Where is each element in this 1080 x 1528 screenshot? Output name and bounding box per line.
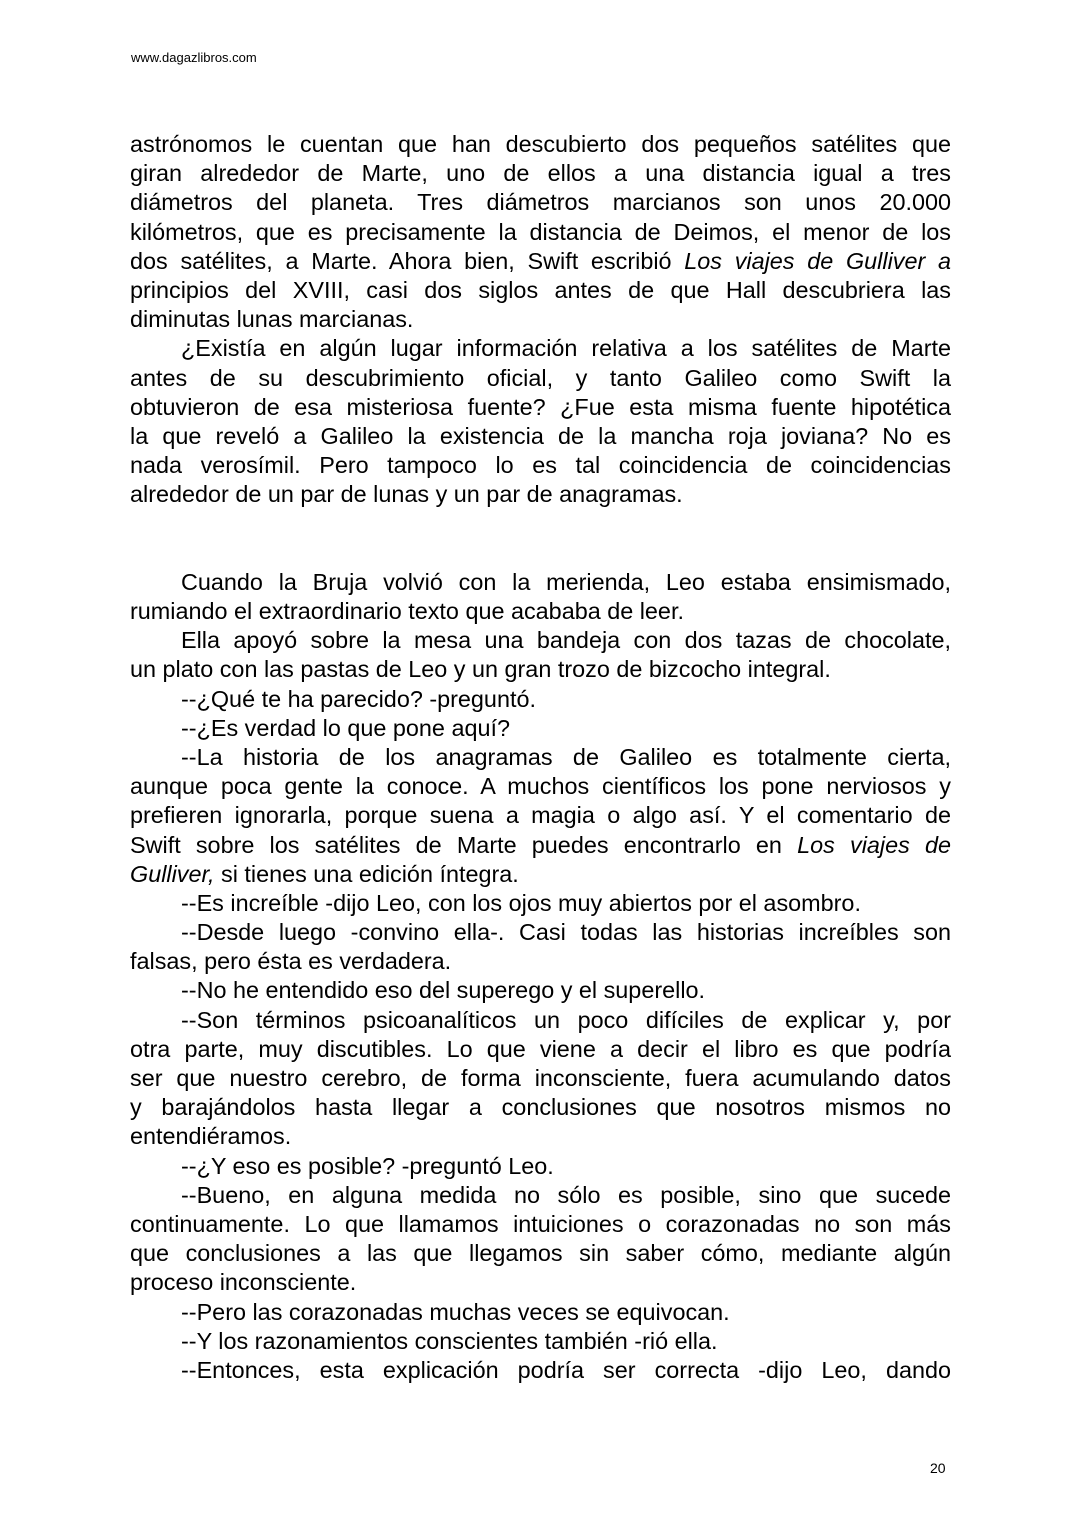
- paragraph: [130, 568, 951, 626]
- text-line: [130, 1298, 951, 1327]
- blank-line: [130, 509, 951, 538]
- text-segment: kilómetros, que es precisamente la distancia de Deimos, el menor de los: [130, 218, 951, 245]
- text-line: [130, 188, 951, 217]
- text-line: [130, 451, 951, 480]
- text-segment: ser que nuestro cerebro, de forma inconsciente, fuera acumulando datos: [130, 1065, 951, 1091]
- text-segment: astrónomos le cuentan que han descubierto dos pequeños satélites que: [130, 131, 951, 157]
- text-line: [130, 714, 951, 743]
- paragraph: [130, 1152, 951, 1181]
- text-segment: obtuvieron de esa misteriosa fuente? ¿Fue esta misma fuente hipotética: [130, 393, 951, 420]
- blank-line: [130, 539, 951, 568]
- text-line: [130, 1122, 951, 1151]
- text-line: [130, 655, 951, 684]
- text-segment: principios del XVIII, casi dos siglos antes de que Hall descubriera las: [130, 276, 951, 303]
- text-line: [130, 831, 951, 860]
- text-line: [130, 1210, 951, 1239]
- text-segment: dos satélites, a Marte. Ahora bien, Swift escribió: [130, 247, 685, 274]
- text-line: [130, 1035, 951, 1064]
- text-segment: --La historia de los anagramas de Galileo es totalmente cierta,: [181, 743, 951, 770]
- paragraph: [130, 889, 951, 918]
- text-segment: --Son términos psicoanalíticos un poco difíciles de explicar y, por: [181, 1006, 951, 1033]
- paragraph: [130, 743, 951, 889]
- paragraph: [130, 918, 951, 976]
- text-line: [130, 597, 951, 626]
- text-line: [130, 801, 951, 830]
- text-line: [130, 772, 951, 801]
- text-line: [130, 976, 951, 1005]
- text-line: [130, 918, 951, 947]
- text-line: [130, 1181, 951, 1210]
- text-line: [130, 889, 951, 918]
- text-segment: falsas, pero ésta es verdadera.: [130, 948, 452, 975]
- text-line: [130, 860, 951, 889]
- text-segment: --No he entendido eso del superego y el superello.: [181, 977, 706, 1004]
- text-line: [130, 305, 951, 334]
- text-line: [130, 947, 951, 976]
- text-segment: rumiando el extraordinario texto que acababa de leer.: [130, 598, 684, 624]
- italic-text: Gulliver,: [130, 860, 215, 887]
- text-segment: --Desde luego -convino ella-. Casi todas las historias increíbles son: [181, 919, 951, 946]
- text-segment: diámetros del planeta. Tres diámetros marcianos son unos 20.000: [130, 189, 951, 216]
- paragraph: [130, 334, 951, 509]
- paragraph: [130, 626, 951, 684]
- text-line: [130, 247, 951, 276]
- text-line: [130, 626, 951, 655]
- text-segment: giran alrededor de Marte, uno de ellos a una distancia igual a tres: [130, 160, 951, 187]
- text-segment: --¿Y eso es posible? -preguntó Leo.: [181, 1152, 554, 1179]
- italic-text: Los viajes de: [797, 831, 951, 858]
- text-segment: proceso inconsciente.: [130, 1269, 357, 1296]
- paragraph: [130, 130, 951, 334]
- paragraph: [130, 1298, 951, 1327]
- text-line: [130, 1152, 951, 1181]
- text-segment: antes de su descubrimiento oficial, y tanto Galileo como Swift la: [130, 364, 951, 391]
- text-line: [130, 130, 951, 159]
- text-segment: entendiéramos.: [130, 1123, 292, 1150]
- paragraph: [130, 1181, 951, 1298]
- text-line: [130, 1327, 951, 1356]
- text-segment: si tienes una edición íntegra.: [214, 860, 519, 887]
- paragraph: [130, 1006, 951, 1152]
- paragraph: [130, 1356, 951, 1385]
- text-segment: la que reveló a Galileo la existencia de la mancha roja joviana? No es: [130, 422, 951, 449]
- text-line: [130, 393, 951, 422]
- text-line: [130, 480, 951, 509]
- text-segment: Ella apoyó sobre la mesa una bandeja con dos tazas de chocolate,: [181, 627, 951, 654]
- text-line: [130, 159, 951, 188]
- text-line: [130, 1356, 951, 1385]
- text-line: [130, 1239, 951, 1268]
- text-segment: ¿Existía en algún lugar información relativa a los satélites de Marte: [181, 335, 951, 362]
- text-line: [130, 685, 951, 714]
- text-line: [130, 276, 951, 305]
- text-segment: --Y los razonamientos conscientes también -rió ella.: [181, 1327, 718, 1354]
- text-line: [130, 568, 951, 597]
- text-segment: --Pero las corazonadas muchas veces se equivocan.: [181, 1298, 730, 1325]
- text-line: [130, 218, 951, 247]
- paragraph: [130, 976, 951, 1005]
- page-number: 20: [930, 1460, 946, 1476]
- text-segment: diminutas lunas marcianas.: [130, 306, 414, 333]
- text-segment: --Es increíble -dijo Leo, con los ojos muy abiertos por el asombro.: [181, 889, 861, 916]
- text-segment: y barajándolos hasta llegar a conclusiones que nosotros mismos no: [130, 1094, 951, 1121]
- text-line: [130, 1093, 951, 1122]
- text-segment: --¿Es verdad lo que pone aquí?: [181, 714, 510, 741]
- text-line: [130, 364, 951, 393]
- text-segment: --¿Qué te ha parecido? -preguntó.: [181, 685, 536, 712]
- text-segment: otra parte, muy discutibles. Lo que viene a decir el libro es que podría: [130, 1035, 951, 1062]
- text-segment: --Entonces, esta explicación podría ser correcta -dijo Leo, dando: [181, 1356, 951, 1383]
- text-segment: Cuando la Bruja volvió con la merienda, Leo estaba ensimismado,: [181, 568, 951, 595]
- text-line: [130, 422, 951, 451]
- text-segment: prefieren ignorarla, porque suena a magia o algo así. Y el comentario de: [130, 802, 951, 829]
- text-segment: nada verosímil. Pero tampoco lo es tal coincidencia de coincidencias: [130, 452, 951, 479]
- text-segment: que conclusiones a las que llegamos sin saber cómo, mediante algún: [130, 1240, 951, 1267]
- text-segment: Swift sobre los satélites de Marte puedes encontrarlo en: [130, 831, 798, 858]
- text-line: [130, 334, 951, 363]
- text-segment: un plato con las pastas de Leo y un gran trozo de bizcocho integral.: [130, 656, 831, 683]
- website-header: www.dagazlibros.com: [131, 50, 257, 65]
- italic-text: Los viajes de Gulliver a: [684, 247, 951, 274]
- text-line: [130, 743, 951, 772]
- paragraph: [130, 1327, 951, 1356]
- paragraph: [130, 714, 951, 743]
- text-segment: aunque poca gente la conoce. A muchos científicos los pone nerviosos y: [130, 773, 951, 800]
- text-segment: continuamente. Lo que llamamos intuiciones o corazonadas no son más: [130, 1210, 951, 1237]
- text-segment: --Bueno, en alguna medida no sólo es posible, sino que sucede: [181, 1181, 951, 1208]
- document-body: [130, 130, 951, 1385]
- paragraph: [130, 685, 951, 714]
- text-line: [130, 1268, 951, 1297]
- text-segment: alrededor de un par de lunas y un par de anagramas.: [130, 481, 683, 508]
- text-line: [130, 1064, 951, 1093]
- text-line: [130, 1006, 951, 1035]
